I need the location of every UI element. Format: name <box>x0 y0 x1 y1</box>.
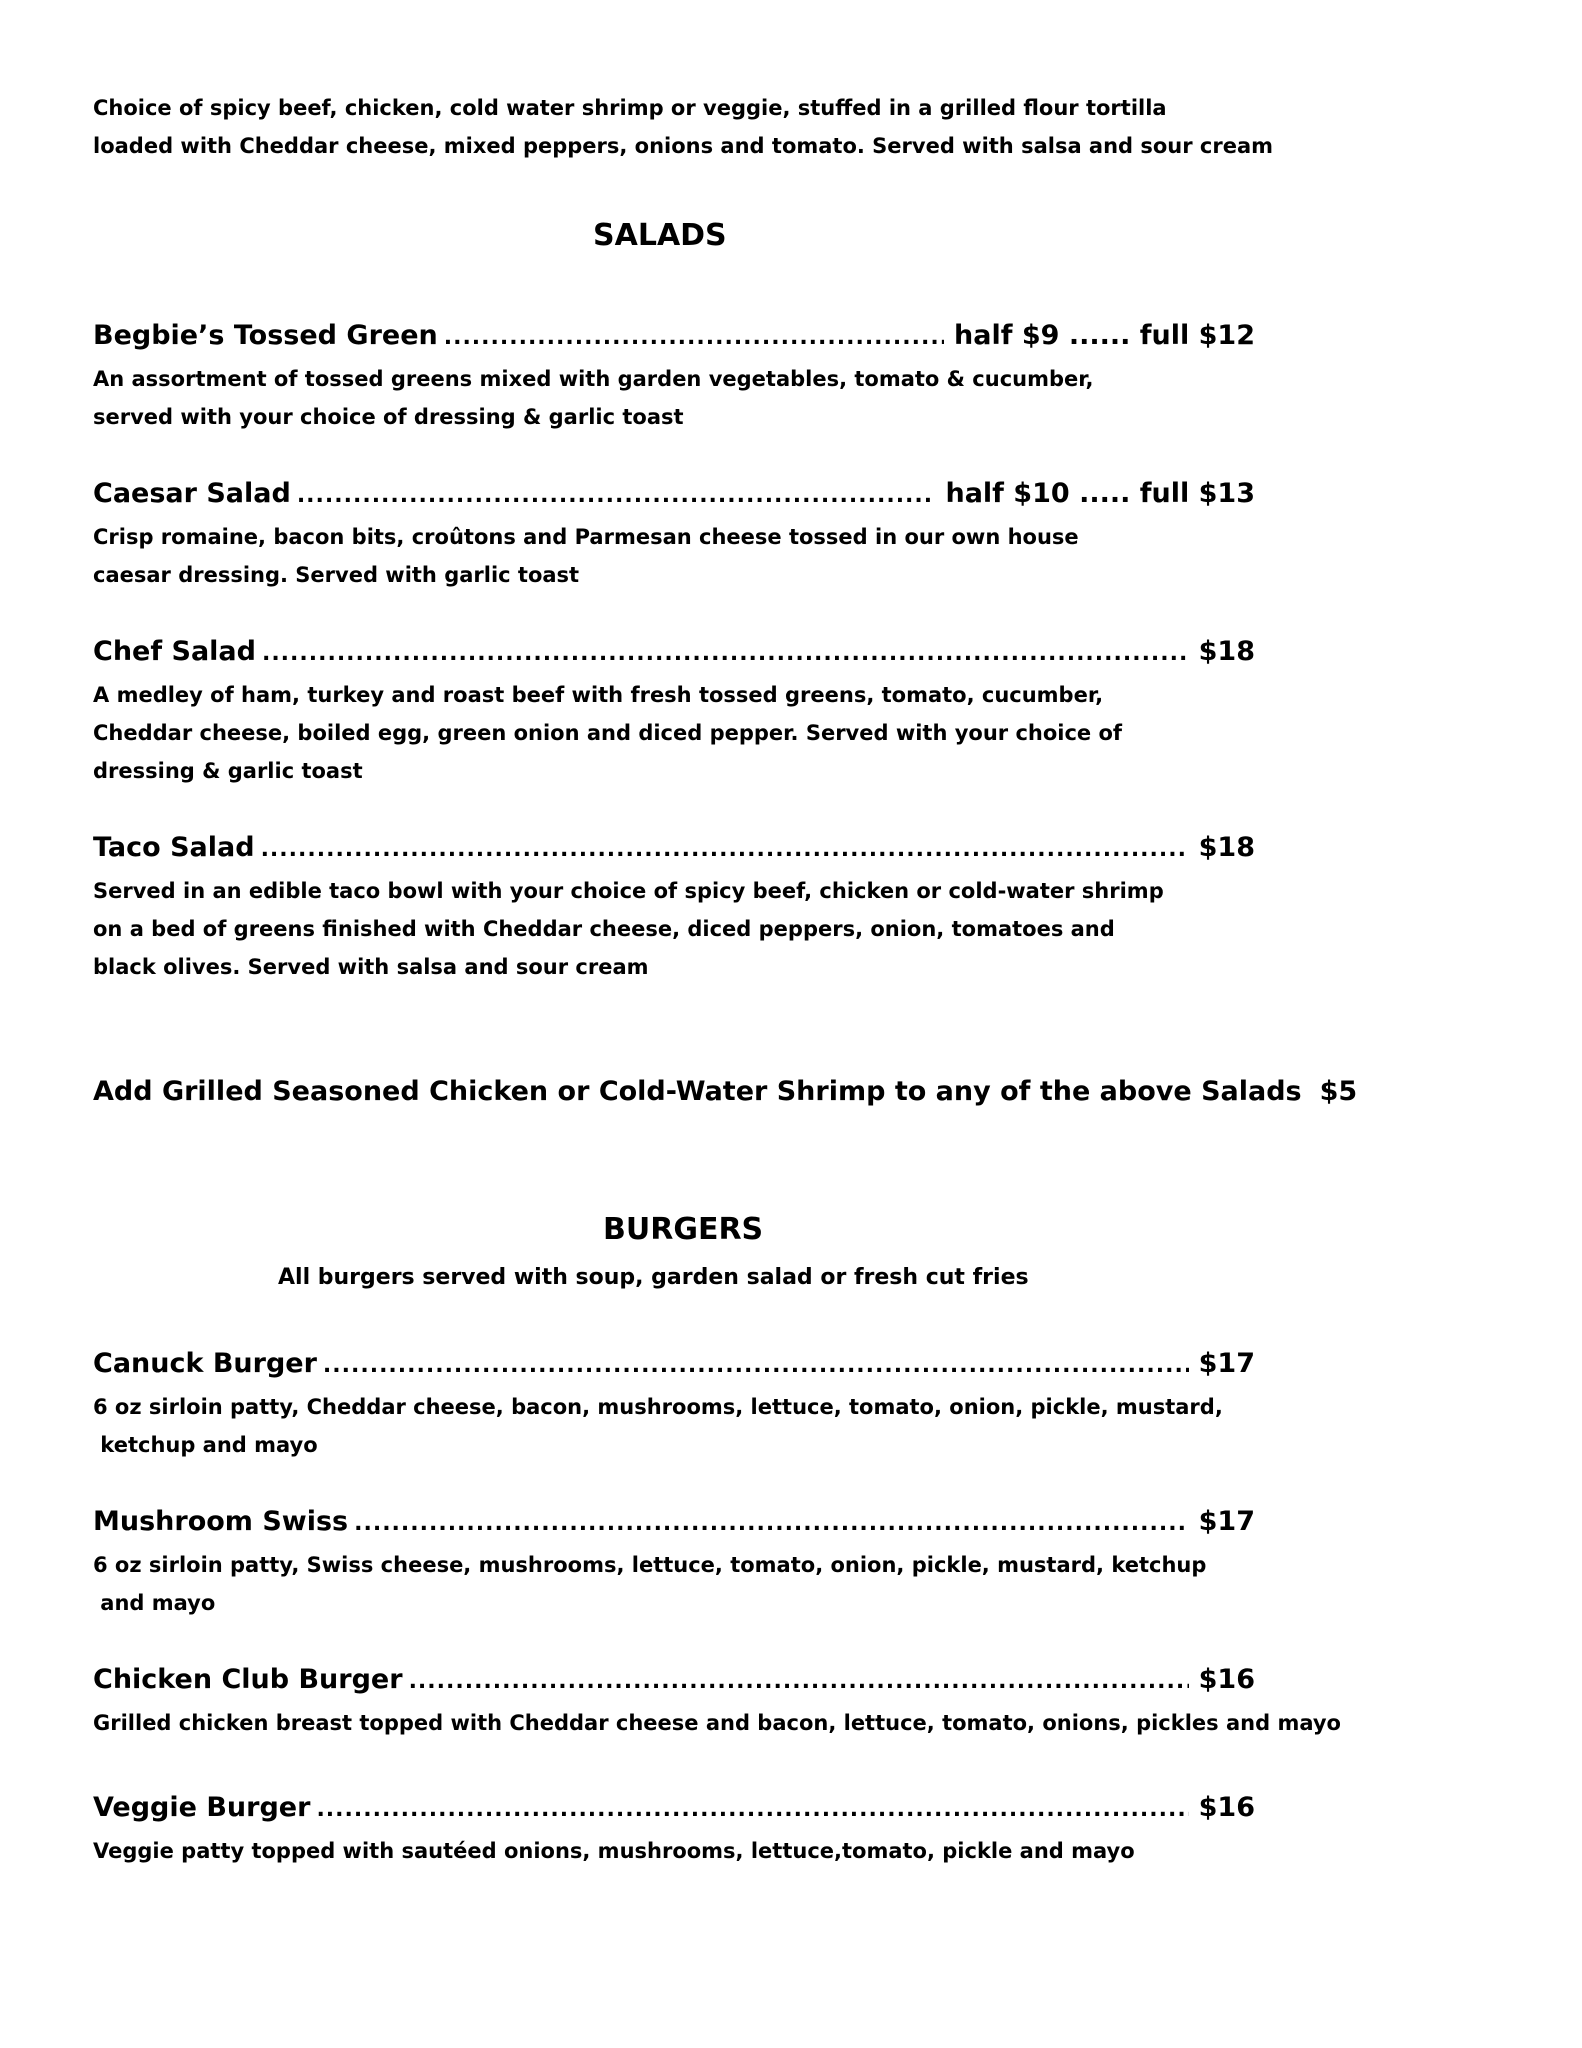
leader-dots <box>409 1669 1189 1694</box>
item-desc-line: and mayo <box>93 1591 216 1615</box>
salads-heading: SALADS <box>593 218 727 253</box>
item-desc-line: Crisp romaine, bacon bits, croûtons and Parmesan cheese tossed in our own house <box>93 525 1079 549</box>
intro-line-1: Choice of spicy beef, chicken, cold water shrimp or veggie, stuffed in a grilled flour tortilla <box>93 96 1167 120</box>
item-desc-line: Served in an edible taco bowl with your choice of spicy beef, chicken or cold-water shrimp <box>93 879 1164 903</box>
menu-item-title <box>93 636 1255 667</box>
leader-dots <box>323 1353 1189 1378</box>
menu-item-title <box>93 1506 1255 1537</box>
item-desc-line: Grilled chicken breast topped with Cheddar cheese and bacon, lettuce, tomato, onions, pickles and mayo <box>93 1711 1341 1735</box>
item-desc-line: caesar dressing. Served with garlic toast <box>93 563 580 587</box>
item-desc-line: served with your choice of dressing & garlic toast <box>93 405 684 429</box>
menu-item-title <box>93 1348 1255 1379</box>
leader-dots <box>261 837 1189 862</box>
addon-text: Add Grilled Seasoned Chicken or Cold-Water Shrimp to any of the above Salads <box>93 1076 1302 1107</box>
item-price: $16 <box>1198 1664 1255 1695</box>
burgers-heading: BURGERS <box>603 1212 764 1247</box>
item-desc-line: 6 oz sirloin patty, Swiss cheese, mushrooms, lettuce, tomato, onion, pickle, mustard, ketchup <box>93 1553 1207 1577</box>
item-desc-line: A medley of ham, turkey and roast beef with fresh tossed greens, tomato, cucumber, <box>93 683 1104 707</box>
item-name: Chef Salad <box>93 636 256 667</box>
item-desc-line: 6 oz sirloin patty, Cheddar cheese, bacon, mushrooms, lettuce, tomato, onion, pickle, mustard, <box>93 1395 1223 1419</box>
item-name: Begbie’s Tossed Green <box>93 320 438 351</box>
item-name: Canuck Burger <box>93 1348 317 1379</box>
burgers-subheading: All burgers served with soup, garden salad or fresh cut fries <box>278 1265 1029 1290</box>
leader-dots <box>316 1797 1188 1822</box>
intro-line-2: loaded with Cheddar cheese, mixed peppers, onions and tomato. Served with salsa and sour cream <box>93 134 1274 158</box>
item-desc-line: black olives. Served with salsa and sour cream <box>93 955 649 979</box>
item-name: Veggie Burger <box>93 1792 311 1823</box>
menu-item-title <box>93 1664 1255 1695</box>
menu-item-title <box>93 320 1255 351</box>
salad-addon <box>93 1076 1358 1107</box>
item-price: half $9 ...... full $12 <box>954 320 1255 351</box>
item-price: $17 <box>1198 1348 1255 1379</box>
item-price: $16 <box>1198 1792 1255 1823</box>
item-price: $18 <box>1198 636 1255 667</box>
item-desc-line: on a bed of greens finished with Cheddar cheese, diced peppers, onion, tomatoes and <box>93 917 1115 941</box>
item-name: Chicken Club Burger <box>93 1664 403 1695</box>
leader-dots <box>297 483 936 508</box>
item-name: Mushroom Swiss <box>93 1506 349 1537</box>
item-price: half $10 ..... full $13 <box>945 478 1255 509</box>
addon-price: $5 <box>1319 1076 1358 1107</box>
leader-dots <box>262 641 1189 666</box>
item-desc-line: An assortment of tossed greens mixed with garden vegetables, tomato & cucumber, <box>93 367 1094 391</box>
menu-item-title <box>93 832 1255 863</box>
menu-item-title <box>93 478 1255 509</box>
leader-dots <box>354 1511 1189 1536</box>
item-desc-line: ketchup and mayo <box>93 1433 318 1457</box>
item-desc-line: Cheddar cheese, boiled egg, green onion and diced pepper. Served with your choice of <box>93 721 1123 745</box>
item-name: Caesar Salad <box>93 478 291 509</box>
item-price: $17 <box>1198 1506 1255 1537</box>
leader-dots <box>444 325 944 350</box>
menu-item-title <box>93 1792 1255 1823</box>
item-desc-line: dressing & garlic toast <box>93 759 363 783</box>
item-name: Taco Salad <box>93 832 255 863</box>
item-price: $18 <box>1198 832 1255 863</box>
item-desc-line: Veggie patty topped with sautéed onions, mushrooms, lettuce,tomato, pickle and mayo <box>93 1839 1135 1863</box>
